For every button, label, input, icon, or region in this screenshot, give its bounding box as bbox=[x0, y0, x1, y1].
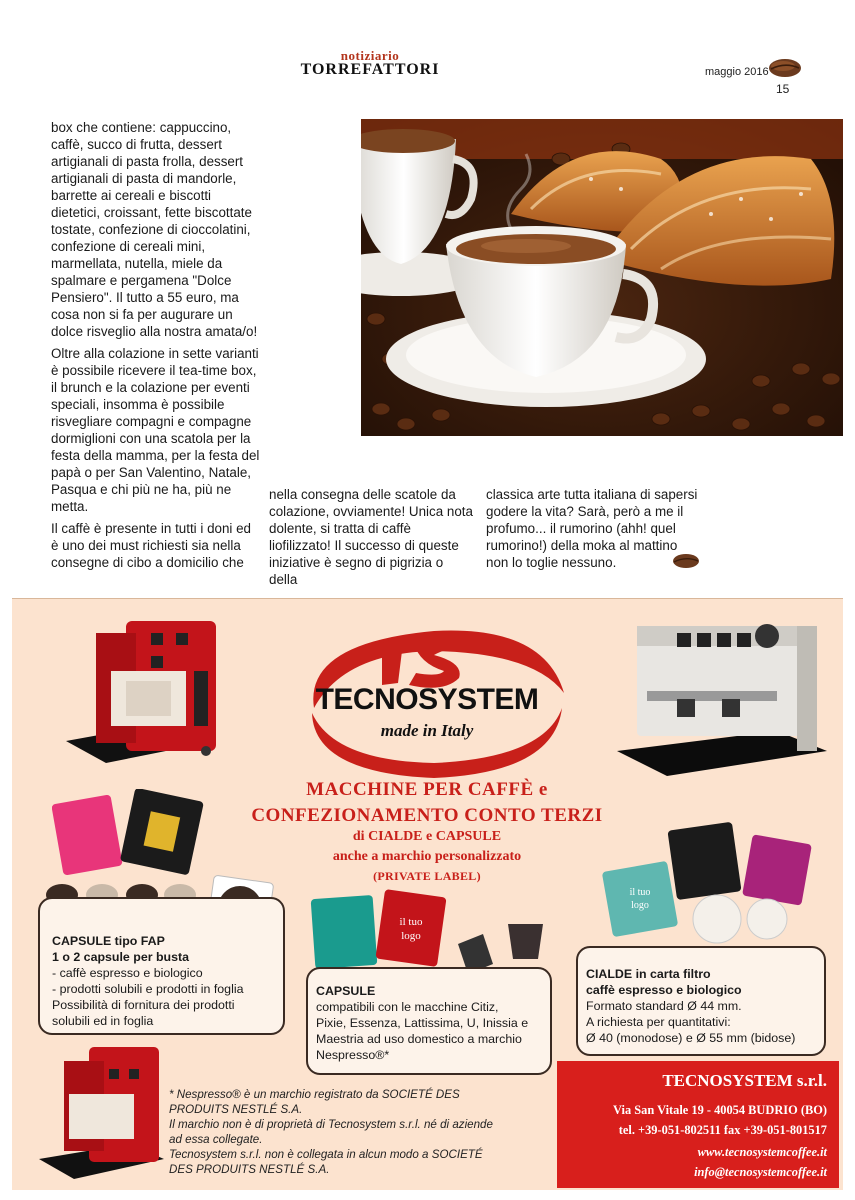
box-title: CIALDE in carta filtro bbox=[586, 967, 711, 981]
article-column-2 bbox=[269, 486, 474, 593]
box-line: Nespresso®* bbox=[316, 1048, 390, 1062]
article-paragraph: classica arte tutta italiana di sapersi godere la vita? Sarà, però a me il profumo... il rumorino (ahh! quel rumorino!) della moka al mattino non lo toglie nessuno. bbox=[486, 487, 698, 570]
box-line: - caffè espresso e biologico bbox=[52, 966, 203, 980]
note-line: Tecnosystem s.r.l. non è collegata in alcun modo a SOCIETÉ bbox=[169, 1148, 483, 1161]
company-website-link[interactable]: www.tecnosystemcoffee.it bbox=[697, 1145, 827, 1159]
article-column-1 bbox=[51, 119, 261, 576]
cialde-packs-image bbox=[597, 821, 817, 946]
article-column-3 bbox=[486, 486, 701, 576]
magazine-logo-small: notiziario bbox=[340, 48, 400, 63]
page-number: 15 bbox=[776, 82, 790, 96]
compact-espresso-machine-image bbox=[34, 1039, 169, 1184]
contact-box bbox=[557, 1061, 839, 1188]
box-line: Ø 40 (monodose) e Ø 55 mm (bidose) bbox=[586, 1031, 796, 1045]
brand-name: TECNOSYSTEM bbox=[315, 683, 539, 716]
ad-headline: MACCHINE PER CAFFÈ e bbox=[306, 779, 548, 800]
box-line: - prodotti solubili e prodotti in foglia bbox=[52, 982, 244, 996]
fap-capsule-packs-image bbox=[52, 789, 232, 889]
ad-subheadline: anche a marchio personalizzato bbox=[332, 849, 522, 864]
note-line: * Nespresso® è un marchio registrato da SOCIETÉ DES bbox=[169, 1088, 460, 1101]
note-line: ad essa collegate. bbox=[169, 1133, 263, 1146]
box-title: CAPSULE bbox=[316, 984, 376, 998]
tuo-logo-text: logo bbox=[631, 900, 649, 911]
espresso-machine-image bbox=[56, 611, 226, 771]
magazine-logo bbox=[300, 50, 440, 78]
box-line: Maestria ad uso domestico a marchio bbox=[316, 1032, 522, 1046]
tuo-logo-text: logo bbox=[401, 930, 421, 942]
nespresso-capsule-packs-image bbox=[308, 889, 558, 979]
ad-headline: CONFEZIONAMENTO CONTO TERZI bbox=[251, 805, 603, 826]
article-paragraph: box che contiene: cappuccino, caffè, succo di frutta, dessert artigianali di pasta frolla, dessert artigianali di pasta di mandorle, barrette ai cereali e biscotti dietetici, croissant, fette biscottate tostate, confezione di cioccolatini, confezione di cereali mini, marmellata, nutella, miele da spalmare e pergamena "Dolce Pensiero". Il tutto a 55 euro, ma cosa non si fa per augurare un dolce risveglio alla nostra amata/o! bbox=[51, 120, 258, 339]
note-line: Il marchio non è di proprietà di Tecnosystem s.r.l. né di aziende bbox=[169, 1118, 493, 1131]
box-line: compatibili con le macchine Citiz, bbox=[316, 1000, 499, 1014]
box-title: caffè espresso e biologico bbox=[586, 983, 742, 997]
box-line: solubili ed in foglia bbox=[52, 1014, 154, 1028]
tecnosystem-advert bbox=[12, 598, 843, 1190]
fap-capsule-info-box bbox=[38, 897, 285, 1035]
capsule-info-box bbox=[306, 967, 552, 1075]
trademark-note bbox=[169, 1087, 529, 1177]
company-address: Via San Vitale 19 - 40054 BUDRIO (BO) bbox=[613, 1103, 827, 1117]
article-paragraph: Il caffè è presente in tutti i doni ed è uno dei must richiesti sia nella consegne di cibo a domicilio che bbox=[51, 521, 251, 570]
tuo-logo-text: il tuo bbox=[629, 887, 651, 898]
tuo-logo-text: il tuo bbox=[399, 916, 423, 928]
cialde-info-box bbox=[576, 946, 826, 1056]
magazine-logo-big: TORREFATTORI bbox=[300, 61, 440, 78]
brand-tagline: made in Italy bbox=[380, 721, 474, 740]
coffee-bean-icon bbox=[672, 553, 700, 569]
company-phone: tel. +39-051-802511 fax +39-051-801517 bbox=[618, 1123, 827, 1137]
coffee-bean-icon bbox=[768, 58, 802, 78]
box-title: 1 o 2 capsule per busta bbox=[52, 950, 190, 964]
ad-subheadline: di CIALDE e CAPSULE bbox=[352, 829, 502, 844]
coffee-croissant-photo bbox=[361, 119, 843, 436]
company-name: TECNOSYSTEM s.r.l. bbox=[662, 1071, 827, 1090]
ad-private-label: (PRIVATE LABEL) bbox=[373, 869, 481, 883]
professional-coffee-machine-image bbox=[617, 611, 827, 781]
box-line: Formato standard Ø 44 mm. bbox=[586, 999, 742, 1013]
company-email-link[interactable]: info@tecnosystemcoffee.it bbox=[694, 1165, 827, 1179]
box-line: Possibilità di fornitura dei prodotti bbox=[52, 998, 235, 1012]
box-line: Pixie, Essenza, Lattissima, U, Inissia e bbox=[316, 1016, 529, 1030]
article-paragraph: Oltre alla colazione in sette varianti è possibile ricevere il tea-time box, il brunch e la colazione per eventi speciali, insomma è possibile risvegliare compagni e compagne dormiglioni con una scatola per la festa della mamma, per la festa del papà o per San Valentino, Natale, Pasqua e chi più ne ha, più ne metta. bbox=[51, 346, 260, 514]
issue-date: maggio 2016 bbox=[705, 66, 769, 78]
box-line: A richiesta per quantitativi: bbox=[586, 1015, 731, 1029]
box-title: CAPSULE tipo FAP bbox=[52, 934, 165, 948]
article-paragraph: nella consegna delle scatole da colazione, ovviamente! Unica nota dolente, si tratta di caffè liofilizzato! Il successo di queste iniziative è segno di pigrizia o della bbox=[269, 487, 473, 587]
note-line: DES PRODUITS NESTLÉ S.A. bbox=[169, 1163, 330, 1176]
note-line: PRODUITS NESTLÉ S.A. bbox=[169, 1103, 303, 1116]
